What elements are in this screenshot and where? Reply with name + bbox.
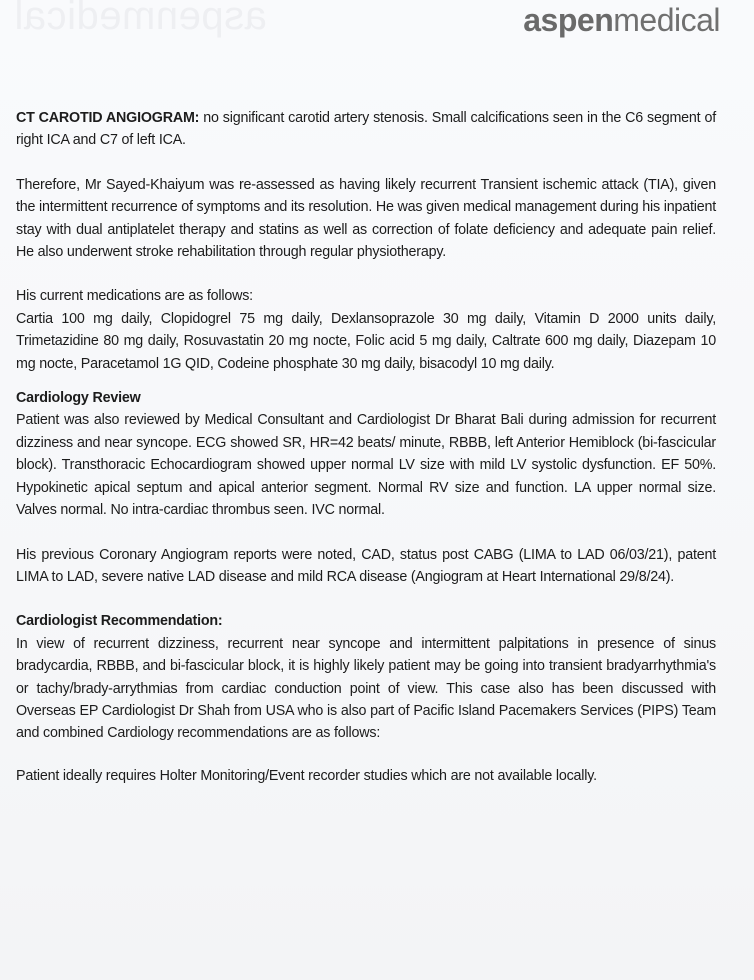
recommendation-heading: Cardiologist Recommendation: [16,613,223,630]
medication-item: Caltrate 600 mg daily , [492,333,633,349]
ct-carotid-text: no significant carotid artery stenosis. Small calcifications seen in the C6 segment of right ICA and C7 of left ICA. [16,110,716,149]
medication-item: Codeine phosphate 30 mg daily , [217,356,419,372]
medication-item: Folic acid 5 mg daily , [355,333,491,349]
medication-item: bisacodyl 10 mg daily . [419,356,554,372]
assessment-paragraph: Therefore, Mr Sayed-Khaiyum was re-assessed as having likely recurrent Transient ischemic attack (TIA), given the intermittent recurrence of symptoms and its resolution. He was given medical management during his inpatient stay with dual antiplatelet therapy and statins as well as correction of folate deficiency and adequate pain relief. He also underwent stroke rehabilitation through regular physiotherapy. [16,176,716,261]
angiogram-history-paragraph: His previous Coronary Angiogram reports were noted, CAD, status post CABG (LIMA to LAD 06/03/21), patent LIMA to LAD, severe native LAD disease and mild RCA disease (Angiogram at Heart International 29/8/24). [16,546,716,585]
bleed-through-logo: aspenmedical [14,0,267,38]
logo-medical: medical [613,2,720,38]
cardiology-review-paragraph: Patient was also reviewed by Medical Consultant and Cardiologist Dr Bharat Bali during admission for recurrent dizziness and near syncope. ECG showed SR, HR=42 beats/ minute, RBBB, left Anterior Hemiblock (bi-fascicular block). Transthoracic Echocardiogram showed upper normal LV size with mild LV systolic dysfunction. EF 50%. Hypokinetic apical septum and apical anterior segment. Normal RV size and function. LA upper normal size. Valves normal. No intra-cardiac thrombus seen. IVC normal. [16,412,716,519]
medication-item: Vitamin D 2000 units daily , [535,311,716,327]
medication-item: Rosuvastatin 20 mg nocte , [184,333,356,349]
document-body [16,107,716,787]
medications-intro: His current medications are as follows: [16,288,253,305]
cardiology-review-heading: Cardiology Review [16,390,141,407]
medication-item: Trimetazidine 80 mg daily , [16,333,184,349]
medication-item: Dexlansoprazole 30 mg daily , [331,311,535,327]
followup-paragraph: Patient ideally requires Holter Monitoring/Event recorder studies which are not available locally. [16,767,597,784]
ct-carotid-label: CT CAROTID ANGIOGRAM: [16,110,200,126]
ct-carotid-paragraph [16,107,716,152]
recommendation-paragraph: In view of recurrent dizziness, recurrent near syncope and intermittent palpitations in presence of sinus bradycardia, RBBB, and bi-fascicular block, it is highly likely patient may be going into transient bradyarrhythmia's or tachy/brady-arrythmias from cardiac conduction point of view. This case also has been discussed with Overseas EP Cardiologist Dr Shah from USA who is also part of Pacific Island Pacemakers Services (PIPS) Team and combined Cardiology recommendations are as follows: [16,635,716,742]
logo-aspen: aspen [523,2,614,38]
medication-item: Clopidogrel 75 mg daily , [161,311,331,327]
aspen-medical-logo [523,2,720,39]
medication-item: Diazepam 10 mg nocte , [16,333,716,371]
medication-item: Cartia 100 mg daily , [16,311,161,327]
medication-item: Paracetamol 1G QID , [81,356,218,372]
medications-list [16,308,716,375]
